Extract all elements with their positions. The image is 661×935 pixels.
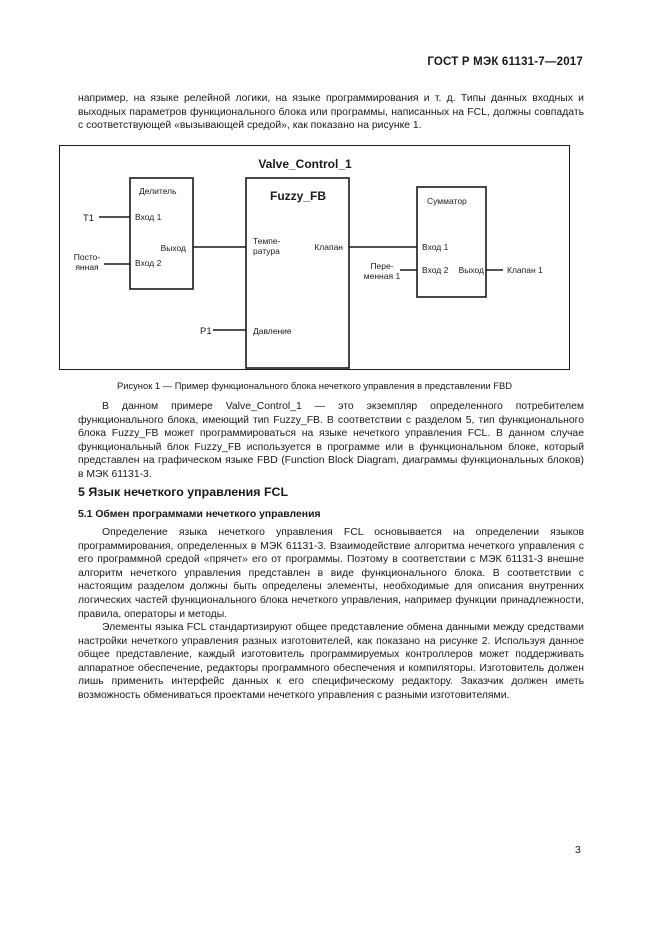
section-5-heading: 5 Язык нечеткого управления FCL	[78, 485, 289, 499]
paragraph-figure-explanation: В данном примере Valve_Control_1 — это экземпляр определенного потребителем функционального блока, имеющий тип Fuzzy_FB. В соответствии с разделом 5, тип функционального блока Fuzzy_FB может программироваться на языке нечеткого управления FCL. В данном случае функциональный блок Fuzzy_FB используется в программе или в функциональном блоке, который представлен на графическом языке FBD (Function Block Diagram, диаграммы функциональных блоков) в МЭК 61131-3.	[78, 401, 584, 480]
fuzzy-input-temperature-line1: Темпе-	[253, 236, 281, 246]
figure-1-caption: Рисунок 1 — Пример функционального блока нечеткого управления в представлении FBD	[116, 380, 513, 391]
divider-title: Делитель	[139, 186, 177, 196]
adder-title: Сумматор	[427, 196, 467, 206]
label-variable-line2: менная 1	[363, 271, 401, 281]
adder-input-2: Вход 2	[422, 265, 449, 275]
label-valve-1: Клапан 1	[507, 265, 543, 275]
adder-input-1: Вход 1	[422, 242, 449, 252]
fuzzy-fb-title: Fuzzy_FB	[269, 189, 327, 203]
intro-paragraph: например, на языке релейной логики, на языке программирования и т. д. Типы данных входных и выходных параметров функционального блока или программы, написанных на FCL, должны совпадать с соответствующей «вызывающей средой», как показано на рисунке 1.	[78, 93, 584, 132]
figure-1-fbd-diagram	[59, 145, 571, 373]
label-constant-line1: Посто-	[73, 252, 101, 262]
paragraph-fcl-elements: Элементы языка FCL стандартизируют общее представление обмена данными между средствами настройки нечеткого управления разных изготовителей, как показано на рисунке 2. Используя данное общее представление, каждый изготовитель программируемых контроллеров может поддерживать аппаратное обеспечение, редакторы программного обеспечения и компиляторы. Изготовитель должен лишь применить интерфейс данных к его специфическому редактору. Заказчик должен иметь возможность обмениваться проектами нечеткого управления с разными изготовителями.	[78, 622, 584, 701]
divider-input-1: Вход 1	[135, 212, 162, 222]
label-p1: P1	[200, 326, 212, 337]
page-number: 3	[575, 845, 581, 856]
section-5-1-heading: 5.1 Обмен программами нечеткого управления	[78, 509, 321, 520]
label-t1: T1	[83, 213, 95, 224]
fuzzy-input-temperature-line2: ратура	[253, 246, 280, 256]
document-header: ГОСТ Р МЭК 61131-7—2017	[427, 56, 583, 68]
adder-output: Выход	[458, 265, 484, 275]
divider-input-2: Вход 2	[135, 258, 162, 268]
label-constant-line2: янная	[75, 262, 99, 272]
fuzzy-fb-block	[246, 178, 349, 368]
fuzzy-output-valve: Клапан	[314, 242, 343, 252]
label-variable-line1: Пере-	[370, 261, 394, 271]
instance-name: Valve_Control_1	[258, 157, 352, 171]
fuzzy-input-pressure: Давление	[253, 326, 292, 336]
divider-output: Выход	[160, 243, 186, 253]
paragraph-fcl-definition: Определение языка нечеткого управления FCL основывается на определении языков программирования, определенных в МЭК 61131-3. Взаимодействие алгоритма нечеткого управления с его программной средой «прячет» его от программы. Поэтому в соответствии с МЭК 61131-3 внешне алгоритм нечеткого управления представлен в виде функционального блока. В соответствии с настоящим разделом должны быть определены элементы, необходимые для описания внутренних логических частей функционального блока нечеткого управления, например функции принадлежности, правила, операторы и методы.	[78, 527, 584, 620]
